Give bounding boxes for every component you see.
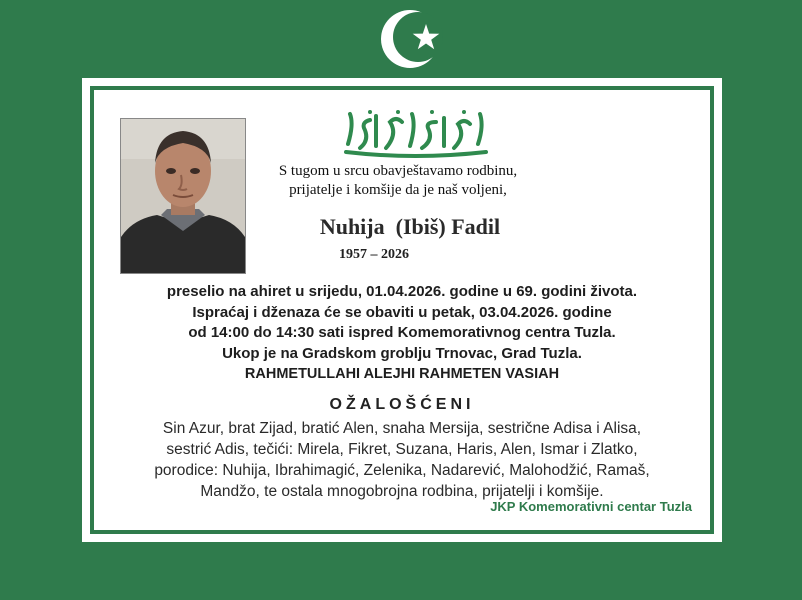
notice-outer-frame: [82, 78, 722, 542]
organization-footer: JKP Komemorativni centar Tuzla: [490, 499, 692, 514]
deceased-photo: [120, 118, 246, 274]
mourners-line: Mandžo, te ostala mnogobrojna rodbina, prijatelji i komšije.: [200, 483, 604, 500]
mourners-line: sestrić Adis, tečići: Mirela, Fikret, Suzana, Haris, Alen, Ismar i Zlatko,: [166, 441, 638, 458]
mourners-line: porodice: Nuhija, Ibrahimagić, Zelenika, Nadarević, Malohodžić, Ramaš,: [154, 462, 650, 479]
mourners-line: Sin Azur, brat Zijad, bratić Alen, snaha Mersija, sestrične Adisa i Alisa,: [162, 420, 642, 437]
intro-line: prijatelje i komšije da je naš voljeni,: [289, 182, 507, 198]
arabic-calligraphy: [340, 104, 490, 162]
crescent-star-icon: [380, 6, 446, 72]
announcement-line: Ukop je na Gradskom groblju Trnovac, Grad Tuzla.: [222, 344, 582, 362]
deceased-name: Nuhija (Ibiš) Fadil: [319, 214, 501, 239]
prayer-line: RAHMETULLAHI ALEJHI RAHMETEN VASIAH: [244, 366, 560, 382]
intro-text: [254, 162, 542, 200]
mourners-list: [94, 418, 710, 502]
announcement-text: [94, 282, 710, 385]
deceased-years: 1957 – 2026: [339, 247, 409, 262]
announcement-line: od 14:00 do 14:30 sati ispred Komemorativnog centra Tuzla.: [188, 324, 616, 341]
announcement-line: Ispraćaj i dženaza će se obaviti u petak, 03.04.2026. godine: [192, 303, 612, 321]
intro-line: S tugom u srcu obavještavamo rodbinu,: [278, 163, 518, 179]
announcement-line: preselio na ahiret u srijedu, 01.04.2026. godine u 69. godini života.: [166, 283, 638, 300]
notice-card: [90, 86, 714, 534]
mourners-heading: OŽALOŠĆENI: [329, 396, 475, 413]
